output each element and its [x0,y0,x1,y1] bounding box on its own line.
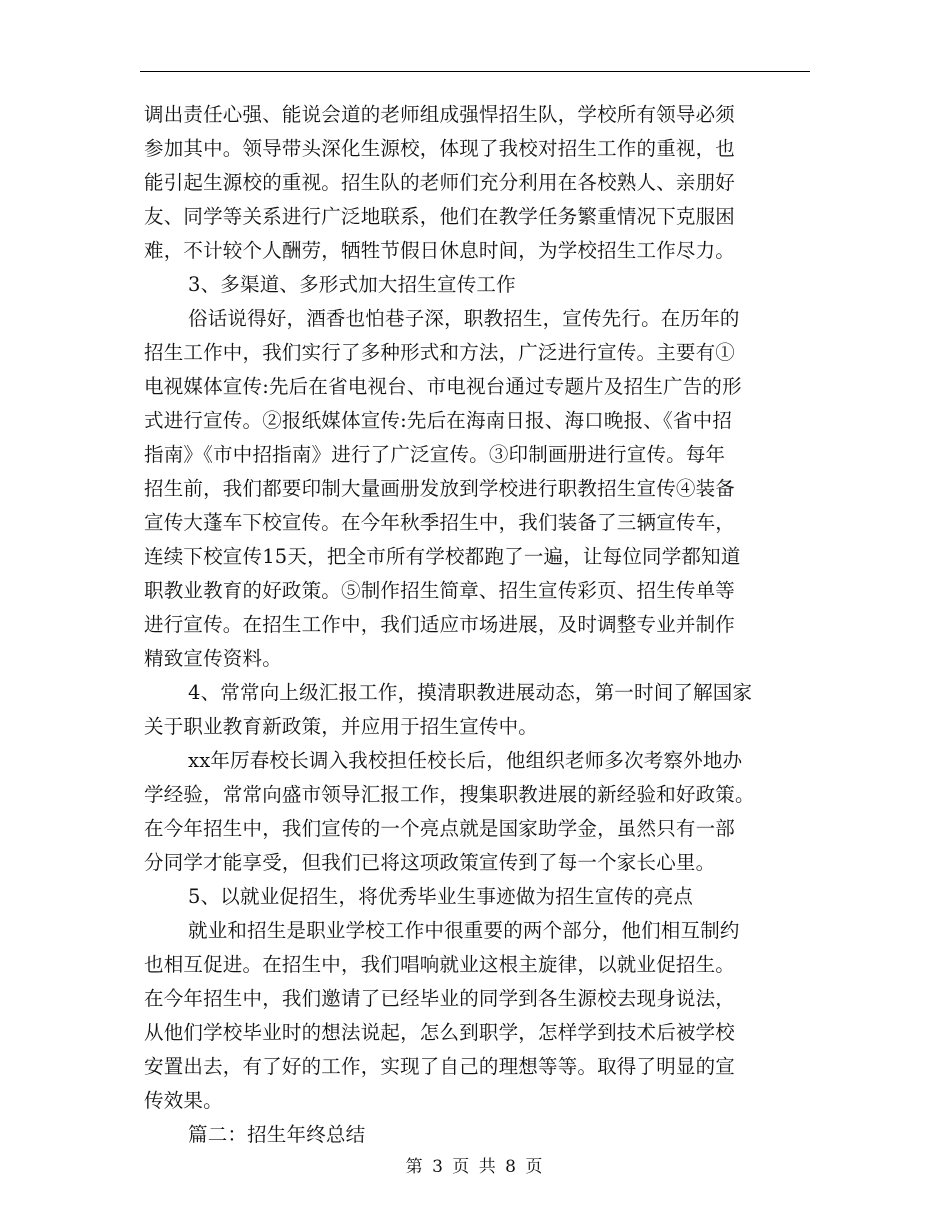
text-line: 友、同学等关系进行广泛地联系，他们在教学任务繁重情况下克服困 [144,205,736,228]
page-footer: 第 3 页 共 8 页 [405,1157,545,1177]
text-line: 就业和招生是职业学校工作中很重要的两个部分，他们相互制约 [188,919,740,942]
text-line: 传效果。 [144,1089,223,1112]
text-line: 电视媒体宣传:先后在省电视台、市电视台通过专题片及招生广告的形 [144,375,742,398]
text-line: 招生前，我们都要印制大量画册发放到学校进行职教招生宣传④装备 [144,477,736,500]
text-line: 式进行宣传。②报纸媒体宣传:先后在海南日报、海口晚报、《省中招 [144,409,733,432]
text-line: 能引起生源校的重视。招生队的老师们充分利用在各校熟人、亲朋好 [144,171,736,194]
text-line: 难，不计较个人酬劳，牺牲节假日休息时间，为学校招生工作尽力。 [144,239,736,262]
text-line: 宣传大蓬车下校宣传。在今年秋季招生中，我们装备了三辆宣传车， [144,511,736,534]
text-line: 俗话说得好，酒香也怕巷子深，职教招生，宣传先行。在历年的 [188,307,740,330]
text-line: 分同学才能享受，但我们已将这项政策宣传到了每一个家长心里。 [144,851,716,874]
text-line: 3、多渠道、多形式加大招生宣传工作 [188,273,516,296]
text-line: 篇二：招生年终总结 [188,1123,366,1146]
text-line: 安置出去，有了好的工作，实现了自己的理想等等。取得了明显的宣 [144,1055,736,1078]
text-line: 从他们学校毕业时的想法说起，怎么到职学，怎样学到技术后被学校 [144,1021,736,1044]
text-line: xx年厉春校长调入我校担任校长后，他组织老师多次考察外地办 [188,749,743,772]
text-line: 5、以就业促招生，将优秀毕业生事迹做为招生宣传的亮点 [188,885,694,908]
header-rule [140,71,810,72]
text-line: 进行宣传。在招生工作中，我们适应市场进展，及时调整专业并制作 [144,613,736,636]
text-line: 参加其中。领导带头深化生源校，体现了我校对招生工作的重视，也 [144,137,736,160]
document-body [144,98,812,1152]
text-line: 学经验，常常向盛市领导汇报工作，搜集职教进展的新经验和好政策。 [144,783,755,806]
text-line: 精致宣传资料。 [144,647,282,670]
text-line: 在今年招生中，我们宣传的一个亮点就是国家助学金，虽然只有一部 [144,817,736,840]
text-line: 4、常常向上级汇报工作，摸清职教进展动态，第一时间了解国家 [188,681,753,704]
text-line: 在今年招生中，我们邀请了已经毕业的同学到各生源校去现身说法， [144,987,736,1010]
text-line: 职教业教育的好政策。⑤制作招生简章、招生宣传彩页、招生传单等 [144,579,736,602]
text-line: 也相互促进。在招生中，我们唱响就业这根主旋律，以就业促招生。 [144,953,736,976]
text-line: 关于职业教育新政策，并应用于招生宣传中。 [144,715,539,738]
text-line: 招生工作中，我们实行了多种形式和方法，广泛进行宣传。主要有① [144,341,736,364]
text-line: 连续下校宣传15天，把全市所有学校都跑了一遍，让每位同学都知道 [144,545,741,568]
text-line: 指南》《市中招指南》进行了广泛宣传。③印制画册进行宣传。每年 [144,443,726,466]
text-line: 调出责任心强、能说会道的老师组成强悍招生队，学校所有领导必须 [144,103,736,126]
